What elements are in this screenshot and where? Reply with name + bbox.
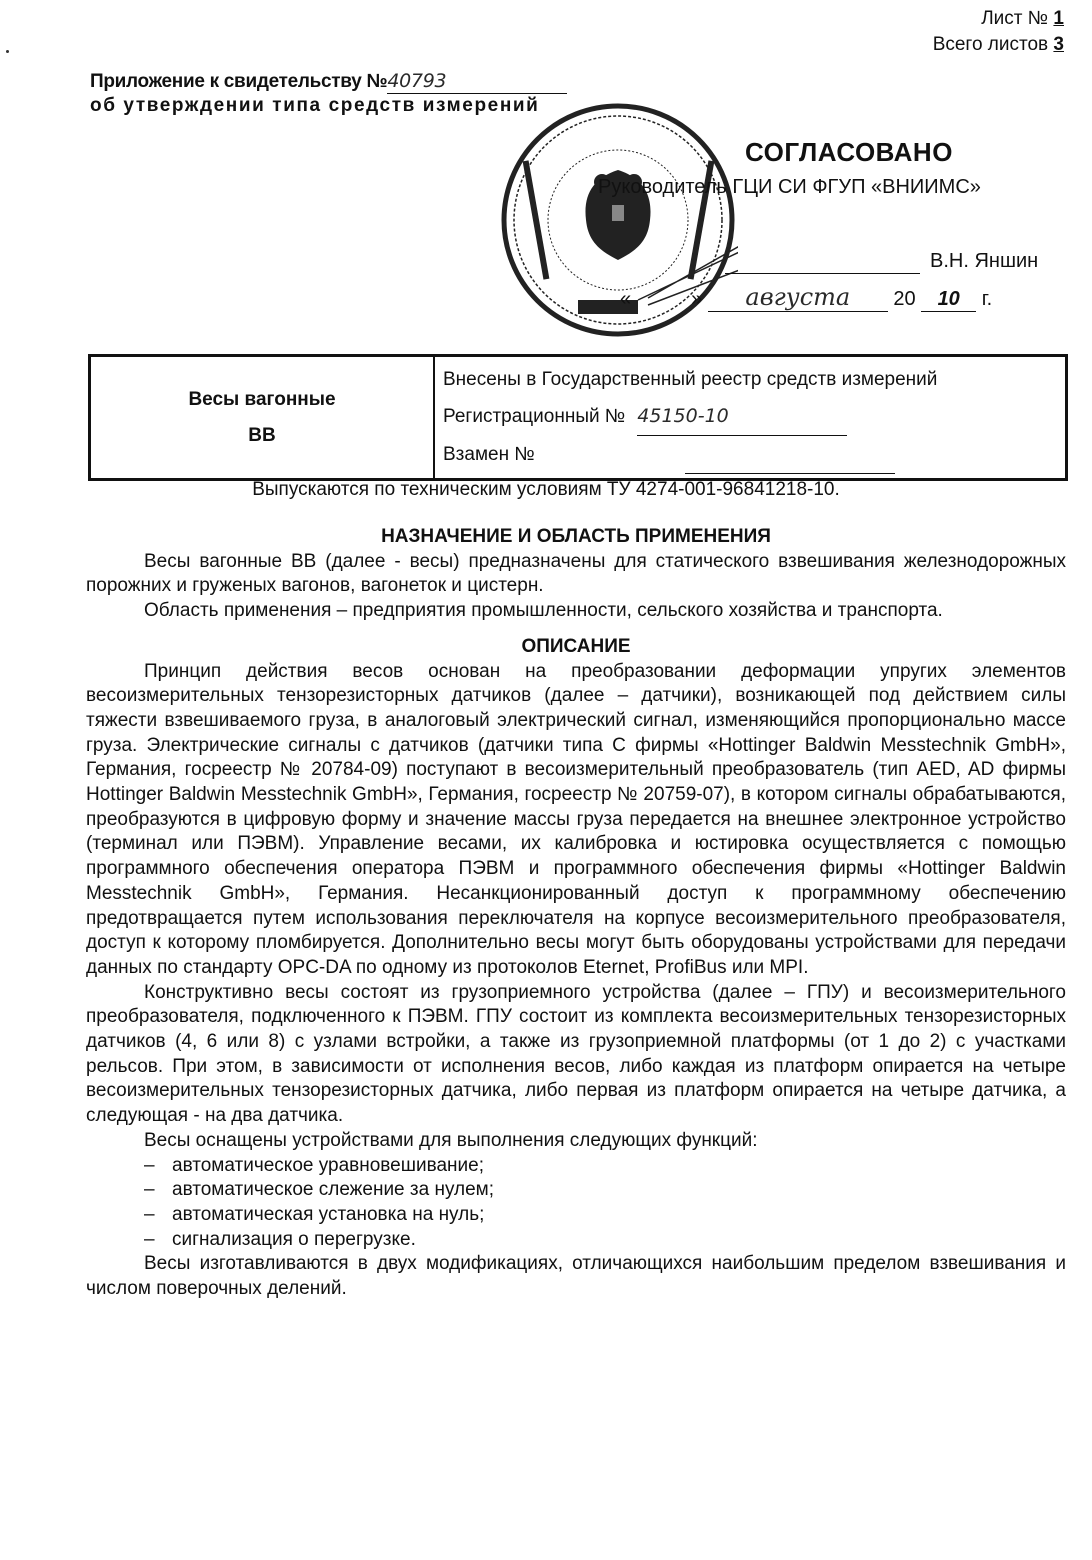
- list-item: – сигнализация о перегрузке.: [144, 1228, 416, 1250]
- certificate-number: 40793: [387, 70, 567, 94]
- technical-conditions: Выпускаются по техническим условиям ТУ 4274-001-96841218-10.: [252, 479, 840, 500]
- date-quote-close: »: [691, 288, 703, 310]
- paragraph: Весы вагонные ВВ (далее - весы) предназначены для статического взвешивания железнодорожных порожних и груженых вагонов, вагонеток и цистерн.: [86, 550, 1066, 597]
- paragraph: Весы изготавливаются в двух модификациях, отличающихся наибольшим пределом взвешивания и числом поверочных делений.: [86, 1253, 1066, 1300]
- instrument-name: Весы вагонные: [188, 388, 336, 410]
- sheet-number: 1: [1053, 8, 1064, 29]
- document-body: [86, 525, 1066, 1302]
- registry-entered: Внесены в Государственный реестр средств измерений: [443, 369, 938, 390]
- paragraph: Весы оснащены устройствами для выполнения следующих функций:: [144, 1129, 758, 1151]
- replaces-label: Взамен №: [443, 444, 535, 465]
- registry-table: [88, 354, 1068, 481]
- paragraph: Конструктивно весы состоят из грузоприемного устройства (далее – ГПУ) и весоизмерительного преобразователя, подключенного к ПЭВМ. ГПУ состоит из комплекта весоизмерительных тензорезисторных датчиков (4, 6 или 8) с узлами встройки, а также из грузоприемной платформы (от 1 до 2) с участками рельсов. При этом, в зависимости от исполнения весов, либо каждая из платформ опирается на четыре весоизмерительных тензорезисторных датчика, либо первая из платформ опирается на четыре датчика, а следующая - на два датчика.: [86, 981, 1066, 1127]
- year-prefix: 20: [893, 288, 916, 310]
- paragraph: Принцип действия весов основан на преобразовании деформации упругих элементов весоизмерительных тензорезисторных датчиков (далее – датчики), возникающей под действием силы тяжести взвешиваемого груза, в аналоговый электрический сигнал, изменяющийся пропорционально массе груза. Электрические сигналы с датчиков (датчики типа С фирмы «Hottinger Baldwin Messtechnik GmbH», Германия, госреестр № 20784-09) поступают в весоизмерительный преобразователь (тип AED, AD фирмы Hottinger Baldwin Messtechnik GmbH», Германия, госреестр № 20759-07), в котором сигналы обрабатываются, преобразуются в цифровую форму и значение массы груза передается на внешнее электронное устройство (терминал или ПЭВМ). Управление весами, их калибровка и юстировка осуществляется с помощью программного обеспечения оператора ПЭВМ и программного обеспечения фирмы «Hottinger Baldwin Messtechnik GmbH», Германия. Несанкционированный доступ к программному обеспечению предотвращается путем использования переключателя на корпусе весоизмерительного преобразователя, доступ к которому пломбируется. Дополнительно весы могут быть оборудованы устройствами для передачи данных по стандарту OPC-DA по одному из протоколов Eternet, ProfiBus или MPI.: [86, 660, 1066, 978]
- section-title-purpose: НАЗНАЧЕНИЕ И ОБЛАСТЬ ПРИМЕНЕНИЯ: [381, 526, 771, 547]
- approval-date: [620, 283, 992, 312]
- date-quote-open: «: [620, 288, 632, 310]
- appendix-label: Приложение к свидетельству №: [90, 71, 388, 92]
- approval-year: 10: [921, 288, 976, 312]
- total-sheets-number: 3: [1053, 34, 1064, 55]
- approval-title: СОГЛАСОВАНО: [745, 137, 953, 167]
- replaces-number: [685, 436, 895, 474]
- list-item: – автоматическая установка на нуль;: [144, 1203, 485, 1225]
- signature-line: [725, 273, 920, 274]
- sheet-label: Лист №: [981, 8, 1049, 29]
- scan-speck: [6, 50, 9, 53]
- instrument-model: ВВ: [248, 424, 276, 446]
- registration-number: 45150-10: [637, 398, 847, 436]
- appendix-subtitle: об утверждении типа средств измерений: [90, 95, 540, 116]
- approver-role: Руководитель ГЦИ СИ ФГУП «ВНИИМС»: [598, 176, 981, 198]
- list-item: – автоматическое уравновешивание;: [144, 1154, 485, 1176]
- paragraph: Область применения – предприятия промышленности, сельского хозяйства и транспорта.: [144, 600, 943, 622]
- instrument-name-cell: [90, 356, 435, 480]
- registration-label: Регистрационный №: [443, 406, 626, 427]
- total-sheets-label: Всего листов: [932, 34, 1049, 55]
- registry-info-cell: [434, 356, 1067, 480]
- section-title-description: ОПИСАНИЕ: [521, 635, 631, 657]
- signer-name: В.Н. Яншин: [930, 250, 1039, 272]
- list-item: – автоматическое слежение за нулем;: [144, 1179, 495, 1201]
- year-suffix: г.: [981, 288, 993, 310]
- appendix-header: [90, 70, 567, 117]
- sheet-info: [933, 6, 1064, 58]
- approval-month: августа: [708, 283, 888, 312]
